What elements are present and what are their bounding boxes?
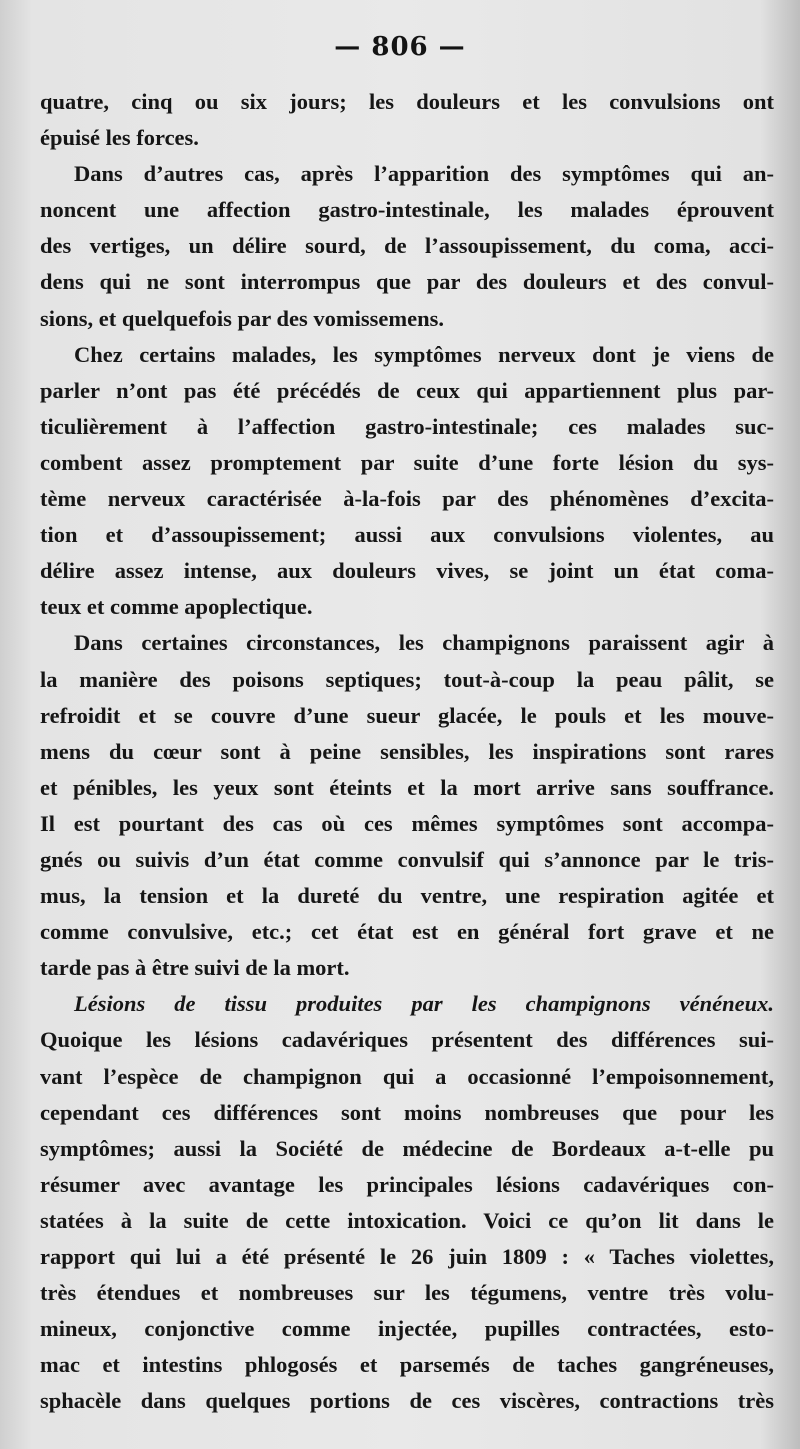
text-line: Chez certains malades, les symptômes nerveux dont je viens de <box>74 341 774 367</box>
text-line: Dans certaines circonstances, les champignons paraissent agir à <box>74 630 774 656</box>
text-line: symptômes; aussi la Société de médecine de Bordeaux a-t-elle pu <box>40 1135 774 1161</box>
text-line: tème nerveux caractérisée à-la-fois par des phénomènes d’excita- <box>40 486 774 512</box>
text-line: cependant ces différences sont moins nombreuses que pour les <box>40 1099 774 1125</box>
text-line: combent assez promptement par suite d’une forte lésion du sys- <box>40 449 774 475</box>
text-line: dens qui ne sont interrompus que par des douleurs et des convul- <box>40 269 774 295</box>
text-line: sphacèle dans quelques portions de ces viscères, contractions très <box>40 1388 774 1414</box>
text-line: ticulièrement à l’affection gastro-intestinale; ces malades suc- <box>40 413 774 439</box>
page-number: — 806 — <box>334 32 466 62</box>
text-line: mineux, conjonctive comme injectée, pupilles contractées, esto- <box>40 1316 774 1342</box>
text-line: très étendues et nombreuses sur les tégumens, ventre très volu- <box>40 1280 774 1306</box>
text-line: mac et intestins phlogosés et parsemés de taches gangréneuses, <box>40 1352 774 1378</box>
text-line: vant l’espèce de champignon qui a occasionné l’empoisonnement, <box>40 1063 774 1089</box>
text-line: Dans d’autres cas, après l’apparition des symptômes qui an- <box>74 161 774 187</box>
text-line: quatre, cinq ou six jours; les douleurs et les convulsions ont <box>40 89 774 114</box>
text-line: mens du cœur sont à peine sensibles, les inspirations sont rares <box>40 738 774 764</box>
text-line: gnés ou suivis d’un état comme convulsif qui s’annonce par le tris- <box>40 846 774 872</box>
text-line: des vertiges, un délire sourd, de l’assoupissement, du coma, acci- <box>40 233 774 259</box>
text-line: épuisé les forces. <box>40 125 199 151</box>
body-text <box>40 84 774 1419</box>
text-line: mus, la tension et la dureté du ventre, une respiration agitée et <box>40 883 774 909</box>
text-line: statées à la suite de cette intoxication. Voici ce qu’on lit dans le <box>40 1207 774 1233</box>
text-line: refroidit et se couvre d’une sueur glacée, le pouls et les mouve- <box>40 702 774 728</box>
text-line: Lésions de tissu produites par les champignons vénéneux. <box>74 991 774 1017</box>
text-line: et pénibles, les yeux sont éteints et la mort arrive sans souffrance. <box>40 774 774 800</box>
text-line: tion et d’assoupissement; aussi aux convulsions violentes, au <box>40 522 774 548</box>
text-line: tarde pas à être suivi de la mort. <box>40 955 350 981</box>
text-line: résumer avec avantage les principales lésions cadavériques con- <box>40 1171 774 1197</box>
text-line: teux et comme apoplectique. <box>40 594 313 620</box>
text-line: Quoique les lésions cadavériques présentent des différences sui- <box>40 1027 774 1053</box>
text-line: noncent une affection gastro-intestinale, les malades éprouvent <box>40 197 774 223</box>
text-line: sions, et quelquefois par des vomissemens. <box>40 305 445 331</box>
text-line: parler n’ont pas été précédés de ceux qui appartiennent plus par- <box>40 377 774 403</box>
text-line: Il est pourtant des cas où ces mêmes symptômes sont accompa- <box>40 810 774 836</box>
text-line: délire assez intense, aux douleurs vives, se joint un état coma- <box>40 558 774 584</box>
text-line: la manière des poisons septiques; tout-à-coup la peau pâlit, se <box>40 666 774 692</box>
text-line: rapport qui lui a été présenté le 26 juin 1809 : « Taches violettes, <box>40 1244 774 1269</box>
text-line: comme convulsive, etc.; cet état est en général fort grave et ne <box>40 919 774 945</box>
